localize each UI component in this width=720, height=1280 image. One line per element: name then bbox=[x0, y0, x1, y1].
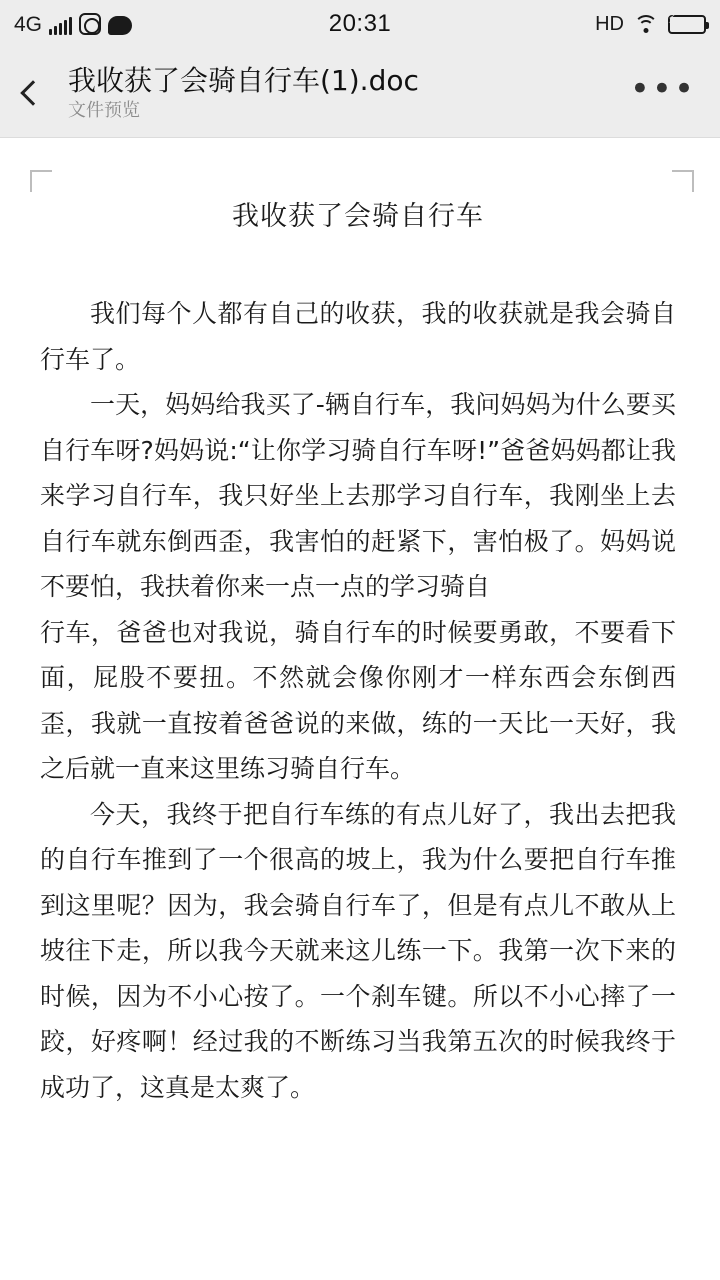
nav-title-group bbox=[68, 65, 620, 121]
status-bar bbox=[0, 0, 720, 48]
page-subtitle: 文件预览 bbox=[68, 99, 140, 121]
document-paragraph: 一天，妈妈给我买了-辆自行车，我问妈妈为什么要买自行车呀?妈妈说:“让你学习骑自行车呀!”爸爸妈妈都让我来学习自行车，我只好坐上去那学习自行车，我刚坐上去自行车就东倒西歪，我害怕的赶紧下，害怕极了。妈妈说不要怕，我扶着你来一点一点的学习骑自 bbox=[40, 390, 676, 601]
back-button[interactable] bbox=[18, 65, 62, 121]
document-paragraph: 今天，我终于把自行车练的有点儿好了，我出去把我的自行车推到了一个很高的坡上，我为什么要把自行车推到这里呢？因为，我会骑自行车了，但是有点儿不敢从上坡往下走，所以我今天就来这儿练一下。我第一次下来的时候，因为不小心按了。一个刹车键。所以不小心摔了一跤，好疼啊！经过我的不断练习当我第五次的时候我终于成功了，这真是太爽了。 bbox=[40, 799, 676, 1102]
network-type-label: 4G bbox=[14, 13, 43, 36]
hd-label: HD bbox=[595, 12, 624, 35]
navigation-bar bbox=[0, 48, 720, 138]
document-paragraph: 我们每个人都有自己的收获，我的收获就是我会骑自行车了。 bbox=[40, 299, 676, 374]
status-bar-clock: 20:31 bbox=[328, 10, 392, 37]
document-body bbox=[0, 138, 720, 1110]
document-title: 我收获了会骑自行车 bbox=[232, 201, 484, 232]
page-corner-top-right bbox=[672, 170, 694, 192]
more-options-button[interactable]: ••• bbox=[629, 68, 696, 109]
page-title: 我收获了会骑自行车(1).doc bbox=[68, 64, 419, 97]
page-corner-top-left bbox=[30, 170, 52, 192]
battery-charging-icon: ⚡ bbox=[668, 15, 706, 34]
document-preview[interactable] bbox=[0, 138, 720, 1280]
document-paragraph: 行车，爸爸也对我说，骑自行车的时候要勇敢，不要看下面，屁股不要扭。不然就会像你刚才一样东西会东倒西歪，我就一直按着爸爸说的来做，练的一天比一天好，我之后就一直来这里练习骑自行车。 bbox=[40, 617, 676, 783]
wifi-icon bbox=[634, 15, 658, 33]
back-chevron-icon bbox=[20, 80, 45, 105]
